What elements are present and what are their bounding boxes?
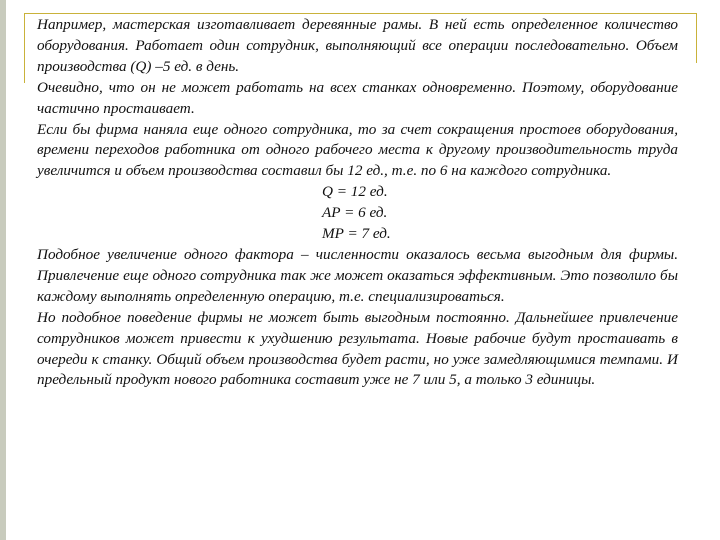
- window-left-edge: [0, 0, 6, 540]
- paragraph-diminishing-returns: Но подобное поведение фирмы не может быть выгодным постоянно. Дальнейшее привлечение сотрудников может привести к ухудшению результата. Новые рабочие будут простаивать в очереди к станку. Общий объем производства будет расти, но уже замедляющимися темпами. И предельный продукт нового работника составит уже не 7 или 5, а только 3 единицы.: [37, 308, 678, 389]
- paragraph-specialization: Подобное увеличение одного фактора – численности оказалось весьма выгодным для фирмы. Привлечение еще одного сотрудника так же может оказаться эффективным. Это позволило бы каждому выполнять определенную операцию, т.е. специализироваться.: [37, 245, 678, 305]
- paragraph-idle-equipment: Очевидно, что он не может работать на всех станках одновременно. Поэтому, оборудование частично простаивает.: [37, 78, 678, 117]
- slide-border-left: [24, 13, 25, 83]
- paragraph-workshop-example: Например, мастерская изготавливает деревянные рамы. В ней есть определенное количество оборудования. Работает один сотрудник, выполняющий все операции последовательно. Объем производства (Q) –5 ед. в день.: [37, 16, 678, 75]
- formula-total-product: Q = 12 ед.: [322, 183, 388, 201]
- paragraph-second-worker: Если бы фирма наняла еще одного сотрудника, то за счет сокращения простоев оборудования, времени переходов работника от одного рабочего места к другому производительность труда увеличится и объем производства составил бы 12 ед., т.е. по 6 на каждого сотрудника.: [37, 120, 678, 180]
- formula-average-product: AP = 6 ед.: [322, 204, 388, 222]
- slide-text-body: [37, 15, 678, 391]
- slide-border-right: [696, 13, 697, 63]
- formula-marginal-product: MP = 7 ед.: [322, 225, 391, 243]
- slide-border-top: [24, 13, 697, 14]
